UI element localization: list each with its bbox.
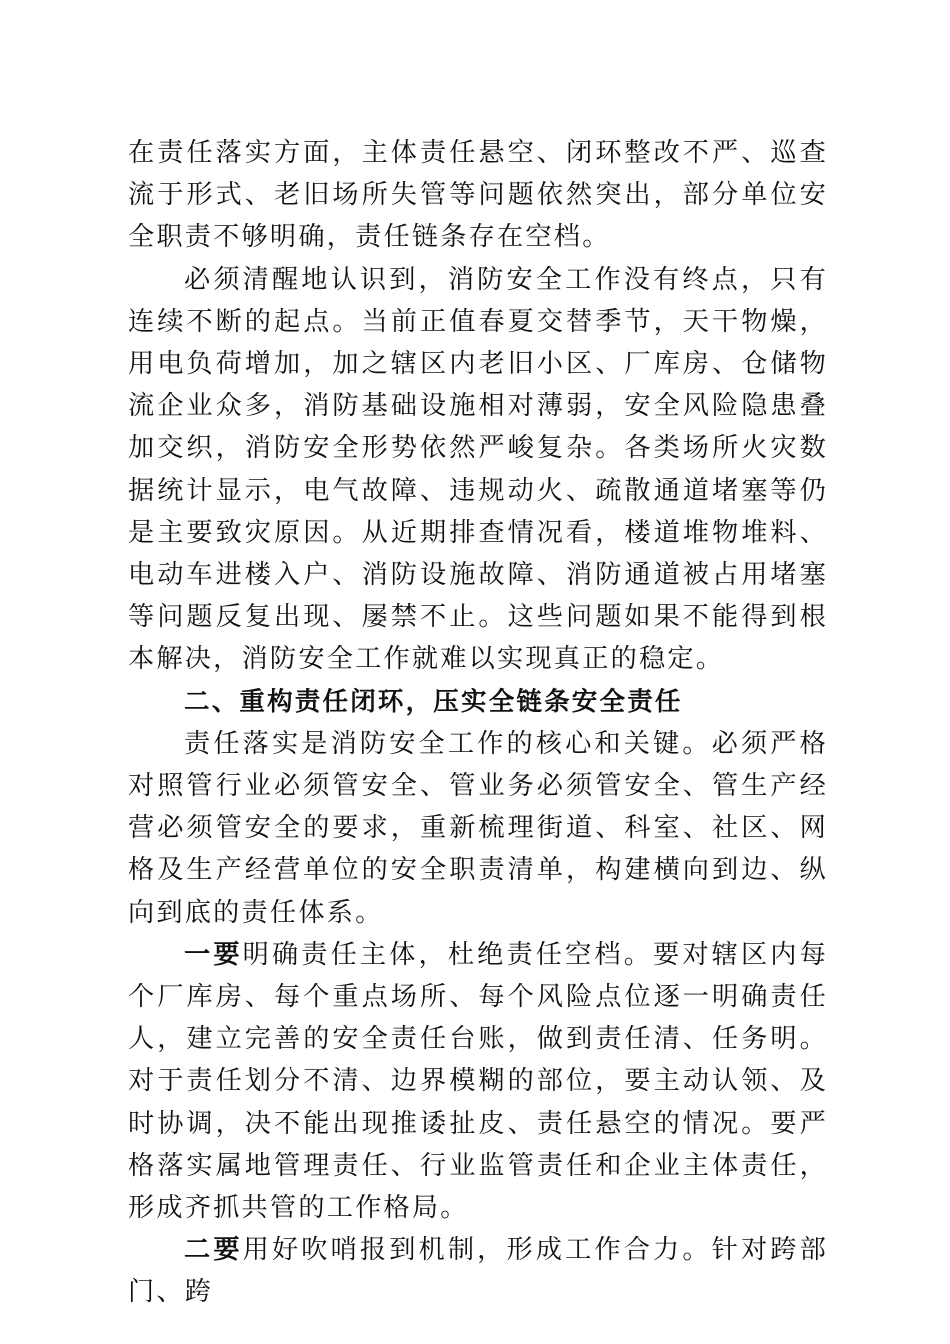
- paragraph-text: 责任落实是消防安全工作的核心和关键。必须严格对照管行业必须管安全、管业务必须管安全、管生产经营必须管安全的要求，重新梳理街道、科室、社区、网格及生产经营单位的安全职责清单，构建横向到边、纵向到底的责任体系。: [128, 728, 828, 928]
- paragraph-text: 用好吹哨报到机制，形成工作合力。针对跨部门、跨: [128, 1235, 829, 1308]
- point-lead: 二要: [184, 1235, 243, 1266]
- paragraph-text: 在责任落实方面，主体责任悬空、闭环整改不严、巡查流于形式、老旧场所失管等问题依然突出，部分单位安全职责不够明确，责任链条存在空档。: [128, 138, 828, 253]
- paragraph-text: 必须清醒地认识到，消防安全工作没有终点，只有连续不断的起点。当前正值春夏交替季节，天干物燥，用电负荷增加，加之辖区内老旧小区、厂库房、仓储物流企业众多，消防基础设施相对薄弱，安全风险隐患叠加交织，消防安全形势依然严峻复杂。各类场所火灾数据统计显示，电气故障、违规动火、疏散通道堵塞等仍是主要致灾原因。从近期排查情况看，楼道堆物堆料、电动车进楼入户、消防设施故障、消防通道被占用堵塞等问题反复出现、屡禁不止。这些问题如果不能得到根本解决，消防安全工作就难以实现真正的稳定。: [128, 264, 828, 675]
- heading-text: 二、重构责任闭环，压实全链条安全责任: [184, 686, 683, 717]
- document-body: [128, 132, 828, 1314]
- paragraph-text: 明确责任主体，杜绝责任空档。要对辖区内每个厂库房、每个重点场所、每个风险点位逐一明确责任人，建立完善的安全责任台账，做到责任清、任务明。对于责任划分不清、边界模糊的部位，要主动认领、及时协调，决不能出现推诿扯皮、责任悬空的情况。要严格落实属地管理责任、行业监管责任和企业主体责任，形成齐抓共管的工作格局。: [128, 939, 829, 1224]
- paragraph-point-two: [128, 1229, 828, 1313]
- paragraph-responsibility-issues: [128, 132, 828, 259]
- point-lead: 一要: [184, 939, 243, 970]
- paragraph-point-one: [128, 934, 828, 1229]
- section-heading-two: [128, 681, 828, 723]
- paragraph-responsibility-core: [128, 723, 828, 934]
- paragraph-fire-safety-situation: [128, 259, 828, 681]
